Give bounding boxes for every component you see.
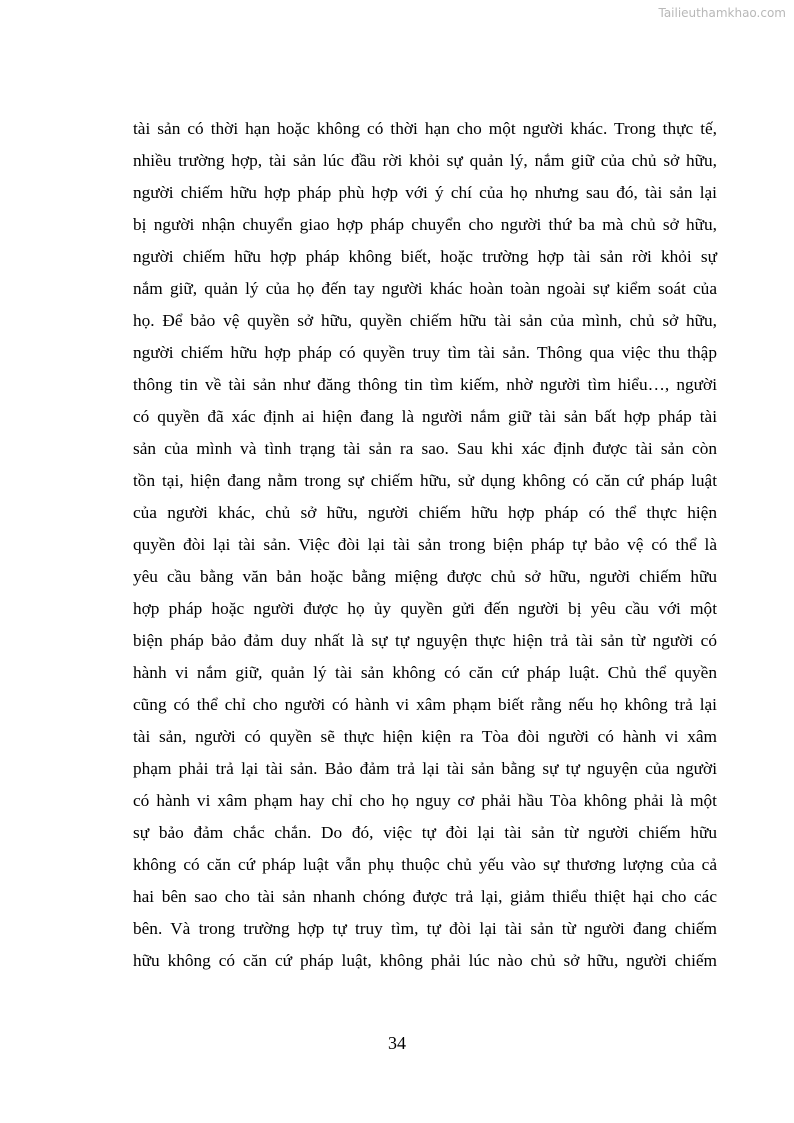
text-line: hữu không có căn cứ pháp luật, không phải lúc nào chủ sở hữu, người chiếm bbox=[133, 951, 717, 970]
text-line: họ. Để bảo vệ quyền sở hữu, quyền chiếm hữu tài sản của mình, chủ sở hữu, bbox=[133, 311, 717, 330]
text-line: bị người nhận chuyển giao hợp pháp chuyển cho người thứ ba mà chủ sở hữu, bbox=[133, 215, 717, 234]
text-line: không có căn cứ pháp luật vẫn phụ thuộc chủ yếu vào sự thương lượng của cả bbox=[133, 855, 717, 874]
text-line: thông tin về tài sản như đăng thông tin tìm kiếm, nhờ người tìm hiểu…, người bbox=[133, 375, 717, 394]
text-line: tài sản có thời hạn hoặc không có thời hạn cho một người khác. Trong thực tế, bbox=[133, 119, 717, 138]
text-line: yêu cầu bằng văn bản hoặc bằng miệng được chủ sở hữu, người chiếm hữu bbox=[133, 567, 717, 586]
text-line: sự bảo đảm chắc chắn. Do đó, việc tự đòi lại tài sản từ người chiếm hữu bbox=[133, 823, 717, 842]
text-line: nắm giữ, quản lý của họ đến tay người khác hoàn toàn ngoài sự kiểm soát của bbox=[133, 279, 717, 298]
text-line: người chiếm hữu hợp pháp phù hợp với ý chí của họ nhưng sau đó, tài sản lại bbox=[133, 183, 717, 202]
text-line: của người khác, chủ sở hữu, người chiếm hữu hợp pháp có thể thực hiện bbox=[133, 503, 717, 522]
text-line: tồn tại, hiện đang nằm trong sự chiếm hữu, sử dụng không có căn cứ pháp luật bbox=[133, 471, 717, 490]
text-line: hai bên sao cho tài sản nhanh chóng được trả lại, giảm thiểu thiệt hại cho các bbox=[133, 887, 717, 906]
text-line: sản của mình và tình trạng tài sản ra sao. Sau khi xác định được tài sản còn bbox=[133, 439, 717, 458]
text-line: người chiếm hữu hợp pháp không biết, hoặc trường hợp tài sản rời khỏi sự bbox=[133, 247, 717, 266]
text-line: phạm phải trả lại tài sản. Bảo đảm trả lại tài sản bằng sự tự nguyện của người bbox=[133, 759, 717, 778]
text-line: cũng có thể chỉ cho người có hành vi xâm phạm biết rằng nếu họ không trả lại bbox=[133, 695, 717, 714]
text-line: hành vi nắm giữ, quản lý tài sản không có căn cứ pháp luật. Chủ thể quyền bbox=[133, 663, 717, 682]
body-paragraph bbox=[133, 113, 717, 977]
text-line: có quyền đã xác định ai hiện đang là người nắm giữ tài sản bất hợp pháp tài bbox=[133, 407, 717, 426]
page-number: 34 bbox=[388, 1033, 406, 1053]
text-line: hợp pháp hoặc người được họ ủy quyền gửi đến người bị yêu cầu với một bbox=[133, 599, 717, 618]
text-line: quyền đòi lại tài sản. Việc đòi lại tài sản trong biện pháp tự bảo vệ có thể là bbox=[133, 535, 717, 554]
text-line: biện pháp bảo đảm duy nhất là sự tự nguyện thực hiện trả tài sản từ người có bbox=[133, 631, 717, 650]
text-line: bên. Và trong trường hợp tự truy tìm, tự đòi lại tài sản từ người đang chiếm bbox=[133, 919, 717, 938]
text-line: người chiếm hữu hợp pháp có quyền truy tìm tài sản. Thông qua việc thu thập bbox=[133, 343, 717, 362]
text-line: nhiều trường hợp, tài sản lúc đầu rời khỏi sự quản lý, nắm giữ của chủ sở hữu, bbox=[133, 151, 717, 170]
text-line: tài sản, người có quyền sẽ thực hiện kiện ra Tòa đòi người có hành vi xâm bbox=[133, 727, 717, 746]
text-line: có hành vi xâm phạm hay chỉ cho họ nguy cơ phải hầu Tòa không phải là một bbox=[133, 791, 717, 810]
watermark-text: Tailieuthamkhao.com bbox=[658, 6, 786, 20]
